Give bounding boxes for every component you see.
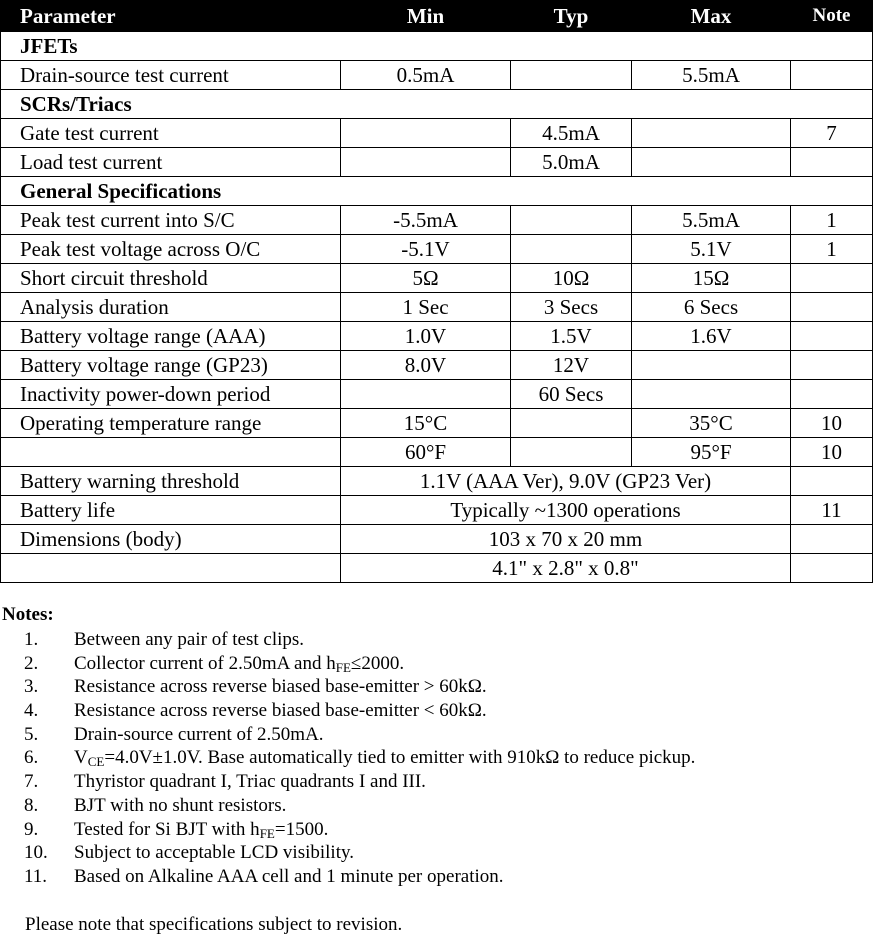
min-cell: -5.5mA	[341, 206, 511, 235]
note-number: 11.	[24, 865, 48, 887]
typ-cell: 5.0mA	[511, 148, 632, 177]
max-cell	[632, 380, 791, 409]
max-cell	[632, 351, 791, 380]
min-cell: 60°F	[341, 438, 511, 467]
note-item	[0, 819, 870, 843]
table-row	[1, 264, 873, 293]
param-cell: Battery voltage range (AAA)	[1, 322, 341, 351]
note-item	[0, 629, 870, 653]
table-row	[1, 554, 873, 583]
note-number: 10.	[24, 842, 48, 864]
note-number: 2.	[24, 652, 39, 674]
param-cell: Peak test voltage across O/C	[1, 235, 341, 264]
header-typ: Typ	[511, 1, 632, 32]
typ-cell	[511, 235, 632, 264]
note-text: Resistance across reverse biased base-emitter < 60kΩ.	[74, 700, 487, 722]
min-cell: 8.0V	[341, 351, 511, 380]
min-cell: -5.1V	[341, 235, 511, 264]
note-cell: 1	[791, 235, 873, 264]
note-text: Between any pair of test clips.	[74, 629, 305, 650]
table-row	[1, 61, 873, 90]
note-subscript: FE	[335, 659, 351, 675]
param-cell: Peak test current into S/C	[1, 206, 341, 235]
note-cell	[791, 467, 873, 496]
note-item	[0, 724, 870, 748]
max-cell: 35°C	[632, 409, 791, 438]
section-title: JFETs	[1, 32, 873, 61]
note-text-pre: Tested for Si BJT with h	[74, 818, 260, 840]
note-item	[0, 842, 870, 866]
merged-value-cell: 1.1V (AAA Ver), 9.0V (GP23 Ver)	[341, 467, 791, 496]
max-cell	[632, 148, 791, 177]
typ-cell	[511, 409, 632, 438]
header-parameter: Parameter	[1, 1, 341, 32]
table-row	[1, 148, 873, 177]
typ-cell	[511, 61, 632, 90]
section-title: General Specifications	[1, 177, 873, 206]
min-cell	[341, 119, 511, 148]
param-cell: Battery life	[1, 496, 341, 525]
max-cell: 15Ω	[632, 264, 791, 293]
note-text-post: =4.0V±1.0V. Base automatically tied to emitter with 910kΩ to reduce pickup.	[104, 747, 696, 769]
typ-cell: 4.5mA	[511, 119, 632, 148]
param-cell: Battery warning threshold	[1, 467, 341, 496]
note-text-pre: V	[74, 747, 88, 769]
note-number: 1.	[24, 629, 39, 650]
note-text	[74, 819, 328, 845]
typ-cell: 3 Secs	[511, 293, 632, 322]
param-cell: Dimensions (body)	[1, 525, 341, 554]
section-title: SCRs/Triacs	[1, 90, 873, 119]
param-cell: Gate test current	[1, 119, 341, 148]
table-row	[1, 438, 873, 467]
note-cell	[791, 525, 873, 554]
min-cell: 5Ω	[341, 264, 511, 293]
table-row	[1, 380, 873, 409]
table-row	[1, 525, 873, 554]
min-cell	[341, 380, 511, 409]
section-row-general	[1, 177, 873, 206]
max-cell	[632, 119, 791, 148]
table-row	[1, 409, 873, 438]
max-cell: 5.5mA	[632, 61, 791, 90]
note-cell: 10	[791, 438, 873, 467]
merged-value-cell: 103 x 70 x 20 mm	[341, 525, 791, 554]
header-min: Min	[341, 1, 511, 32]
section-row-scrs	[1, 90, 873, 119]
note-subscript: FE	[259, 825, 275, 841]
note-item	[0, 795, 870, 819]
note-cell: 1	[791, 206, 873, 235]
table-row	[1, 351, 873, 380]
note-text: Subject to acceptable LCD visibility.	[74, 842, 355, 864]
note-text	[74, 747, 695, 773]
note-text: BJT with no shunt resistors.	[74, 794, 287, 816]
max-cell: 1.6V	[632, 322, 791, 351]
note-item	[0, 771, 870, 795]
typ-cell: 1.5V	[511, 322, 632, 351]
table-row	[1, 206, 873, 235]
note-text-post: ≤2000.	[350, 652, 405, 674]
typ-cell: 10Ω	[511, 264, 632, 293]
notes-heading: Notes:	[2, 604, 54, 625]
table-header-row	[1, 1, 873, 32]
min-cell	[341, 148, 511, 177]
param-cell	[1, 438, 341, 467]
note-item	[0, 700, 870, 724]
param-cell: Analysis duration	[1, 293, 341, 322]
param-cell: Inactivity power-down period	[1, 380, 341, 409]
merged-value-cell: Typically ~1300 operations	[341, 496, 791, 525]
max-cell: 5.5mA	[632, 206, 791, 235]
min-cell: 0.5mA	[341, 61, 511, 90]
note-number: 8.	[24, 794, 39, 816]
merged-value-cell: 4.1" x 2.8" x 0.8"	[341, 554, 791, 583]
note-cell	[791, 351, 873, 380]
table-row	[1, 322, 873, 351]
note-cell: 11	[791, 496, 873, 525]
max-cell: 95°F	[632, 438, 791, 467]
note-cell	[791, 61, 873, 90]
typ-cell	[511, 438, 632, 467]
note-number: 6.	[24, 747, 39, 769]
note-text-pre: Collector current of 2.50mA and h	[74, 652, 336, 674]
note-cell	[791, 264, 873, 293]
table-row	[1, 467, 873, 496]
table-row	[1, 235, 873, 264]
param-cell	[1, 554, 341, 583]
note-number: 7.	[24, 771, 39, 793]
note-number: 3.	[24, 676, 39, 698]
param-cell: Load test current	[1, 148, 341, 177]
revision-notice: Please note that specifications subject to revision.	[25, 914, 403, 935]
note-text: Based on Alkaline AAA cell and 1 minute per operation.	[74, 865, 504, 887]
note-number: 5.	[24, 723, 39, 745]
note-cell	[791, 148, 873, 177]
note-subscript: CE	[87, 754, 105, 770]
typ-cell: 60 Secs	[511, 380, 632, 409]
header-note: Note	[791, 1, 873, 32]
min-cell: 1.0V	[341, 322, 511, 351]
note-cell	[791, 554, 873, 583]
header-max: Max	[632, 1, 791, 32]
max-cell: 5.1V	[632, 235, 791, 264]
note-text: Thyristor quadrant I, Triac quadrants I and III.	[74, 771, 426, 793]
note-cell	[791, 380, 873, 409]
param-cell: Battery voltage range (GP23)	[1, 351, 341, 380]
typ-cell	[511, 206, 632, 235]
param-cell: Drain-source test current	[1, 61, 341, 90]
note-item	[0, 866, 870, 890]
param-cell: Short circuit threshold	[1, 264, 341, 293]
min-cell: 15°C	[341, 409, 511, 438]
min-cell: 1 Sec	[341, 293, 511, 322]
note-cell	[791, 293, 873, 322]
note-number: 9.	[24, 818, 39, 840]
note-text	[74, 653, 404, 679]
param-cell: Operating temperature range	[1, 409, 341, 438]
note-text-post: =1500.	[274, 818, 329, 840]
max-cell: 6 Secs	[632, 293, 791, 322]
note-item	[0, 676, 870, 700]
notes-section	[0, 604, 870, 890]
note-cell	[791, 322, 873, 351]
section-row-jfets	[1, 32, 873, 61]
note-text: Resistance across reverse biased base-emitter > 60kΩ.	[74, 676, 487, 698]
table-row	[1, 119, 873, 148]
table-row	[1, 293, 873, 322]
note-text: Drain-source current of 2.50mA.	[74, 723, 324, 745]
table-row	[1, 496, 873, 525]
note-number: 4.	[24, 700, 39, 722]
typ-cell: 12V	[511, 351, 632, 380]
note-item	[0, 747, 870, 771]
note-item	[0, 653, 870, 677]
notes-list	[0, 629, 870, 890]
note-cell: 10	[791, 409, 873, 438]
note-cell: 7	[791, 119, 873, 148]
